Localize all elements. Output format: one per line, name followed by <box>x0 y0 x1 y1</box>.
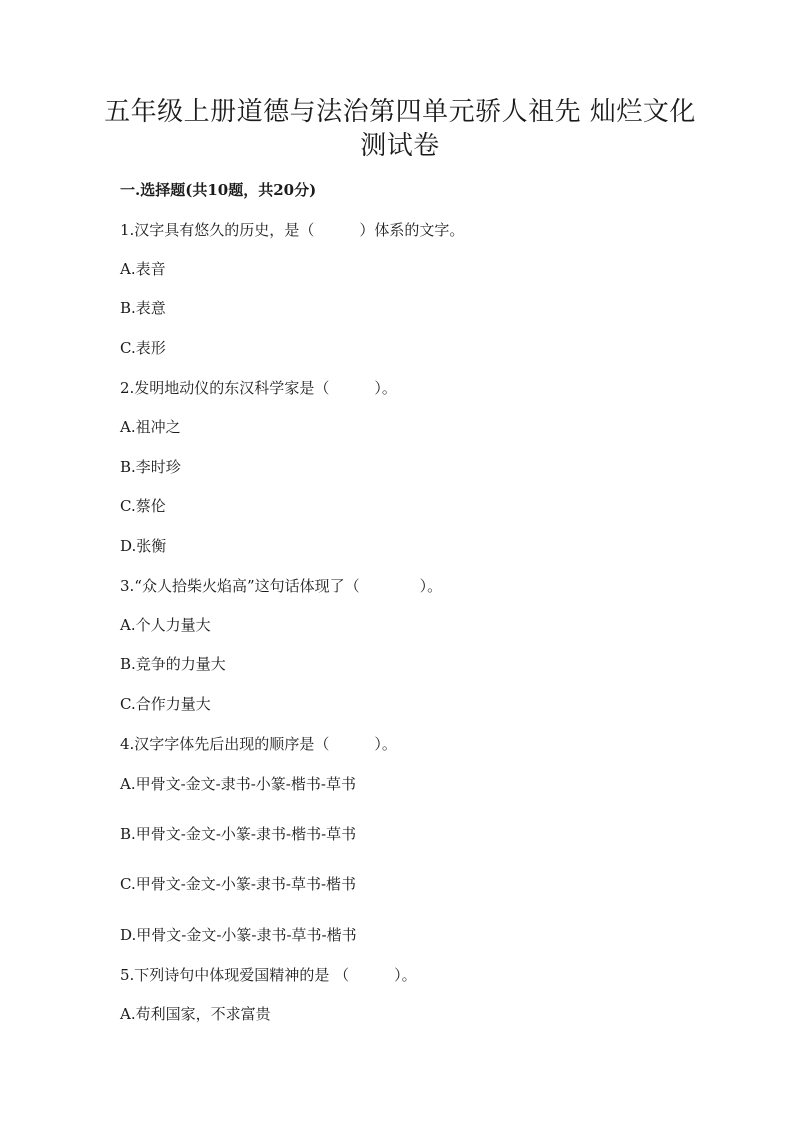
answer-option: A.苟利国家，不求富贵 <box>120 1005 271 1023</box>
page-title: 五年级上册道德与法治第四单元骄人祖先 灿烂文化 <box>104 97 696 127</box>
answer-option: B.竞争的力量大 <box>120 655 226 673</box>
page-title-continued: 测试卷 <box>360 131 440 161</box>
answer-option: B.表意 <box>120 299 166 317</box>
answer-option: A.个人力量大 <box>120 616 211 634</box>
answer-option: C.蔡伦 <box>120 497 166 515</box>
answer-option: A.甲骨文-金文-隶书-小篆-楷书-草书 <box>120 775 356 793</box>
question-stem: 5.下列诗句中体现爱国精神的是 （ ）。 <box>120 966 417 984</box>
answer-option: D.甲骨文-金文-小篆-隶书-草书-楷书 <box>120 926 357 944</box>
answer-option: D.张衡 <box>120 537 167 555</box>
answer-option: B.甲骨文-金文-小篆-隶书-楷书-草书 <box>120 825 357 843</box>
section-heading: 一.选择题(共10题，共20分) <box>120 181 317 199</box>
answer-option: A.表音 <box>120 260 166 278</box>
question-stem: 2.发明地动仪的东汉科学家是（ ）。 <box>120 379 397 397</box>
question-stem: 3.“众人拾柴火焰高”这句话体现了（ ）。 <box>120 577 443 595</box>
answer-option: C.合作力量大 <box>120 695 211 713</box>
answer-option: C.表形 <box>120 339 166 357</box>
answer-option: B.李时珍 <box>120 458 181 476</box>
question-stem: 4.汉字字体先后出现的顺序是（ ）。 <box>120 735 397 753</box>
question-stem: 1.汉字具有悠久的历史，是（ ）体系的文字。 <box>120 221 465 239</box>
answer-option: C.甲骨文-金文-小篆-隶书-草书-楷书 <box>120 875 357 893</box>
answer-option: A.祖冲之 <box>120 418 181 436</box>
